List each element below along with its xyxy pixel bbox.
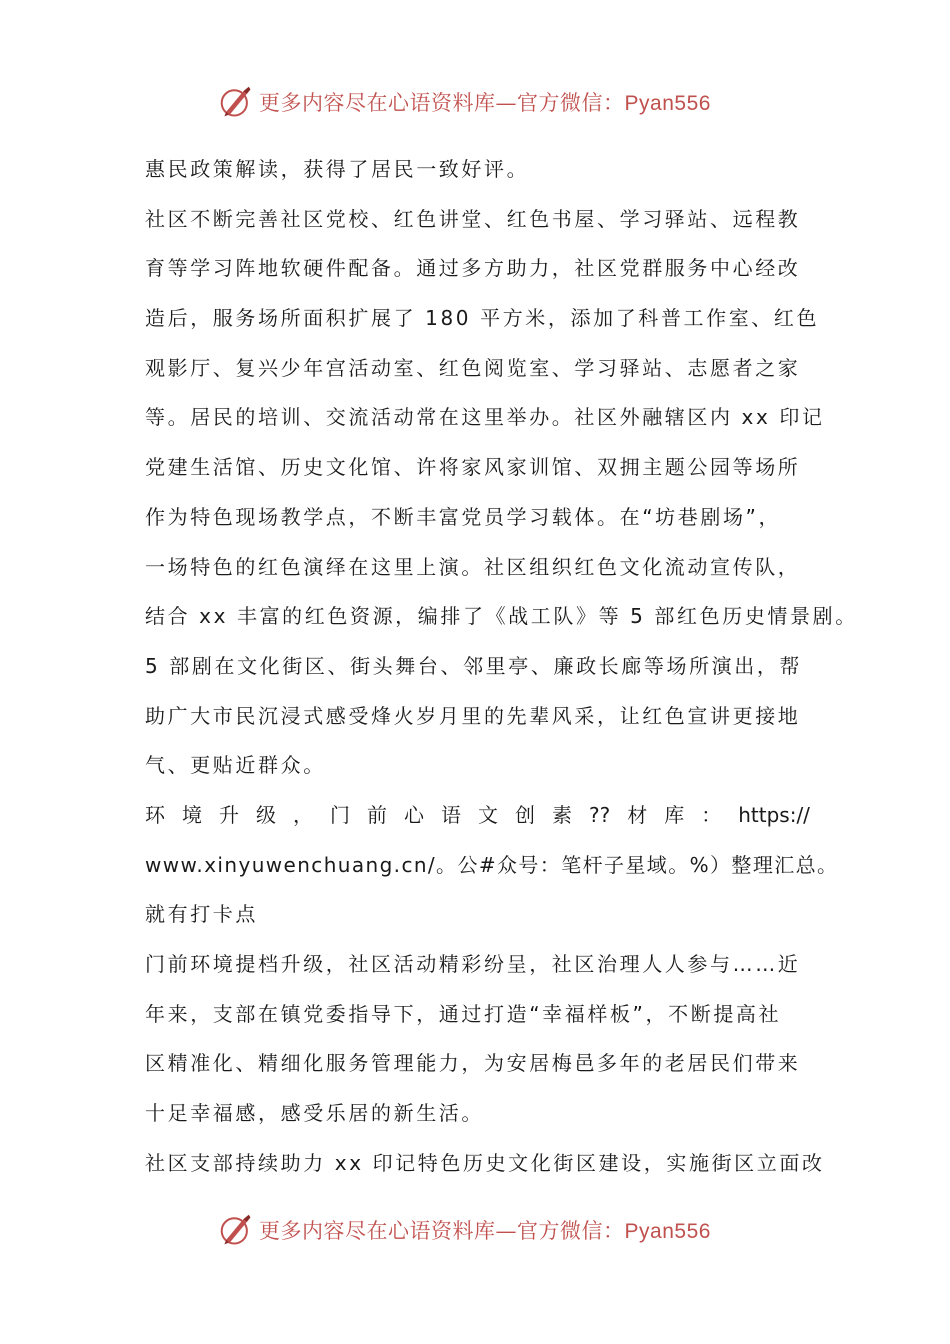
pen-logo-icon [219,84,255,120]
text-line: 党建生活馆、历史文化馆、许将家风家训馆、双拥主题公园等场所 [145,455,801,480]
text-line: 结合 xx 丰富的红色资源，编排了《战工队》等 5 部红色历史情景剧。 [145,604,858,629]
text-line: 区精准化、精细化服务管理能力，为安居梅邑多年的老居民们带来 [145,1051,801,1076]
url-text: https:// [738,802,810,827]
footer-wechat-id: Pyan556 [624,1220,711,1243]
text-line: 十足幸福感，感受乐居的新生活。 [145,1101,484,1126]
footer-banner [0,1210,950,1250]
text-line: 就有打卡点 [145,902,258,927]
text-line: 等。居民的培训、交流活动常在这里举办。社区外融辖区内 xx 印记 [145,405,825,430]
text-line: 社区支部持续助力 xx 印记特色历史文化街区建设，实施街区立面改 [145,1150,825,1175]
pen-logo-icon [219,1212,255,1248]
text-line: 5 部剧在文化街区、街头舞台、邻里亭、廉政长廊等场所演出，帮 [145,653,803,678]
text-line: 育等学习阵地软硬件配备。通过多方助力，社区党群服务中心经改 [145,256,801,281]
text-line: www.xinyuwenchuang.cn/。公#众号：笔杆子星域。%）整理汇总。 [145,852,839,877]
text-line: 助广大市民沉浸式感受烽火岁月里的先辈风采，让红色宣讲更接地 [145,703,801,728]
document-body [145,145,858,1188]
text-line: 观影厅、复兴少年宫活动室、红色阅览室、学习驿站、志愿者之家 [145,355,801,380]
text-line: 社区不断完善社区党校、红色讲堂、红色书屋、学习驿站、远程教 [145,206,801,231]
text-line: 作为特色现场教学点，不断丰富党员学习载体。在“坊巷剧场”， [145,504,782,529]
spaced-text-line: 环 境 升 级 ， 门 前 心 语 文 创 素 ?? 材 库 ： https:// [145,791,810,841]
header-banner-text: 更多内容尽在心语资料库—官方微信：Pyan556 [259,91,711,115]
text-line: 一场特色的红色演绎在这里上演。社区组织红色文化流动宣传队， [145,554,801,579]
footer-banner-text: 更多内容尽在心语资料库—官方微信：Pyan556 [259,1219,711,1243]
text-line: 门前环境提档升级，社区活动精彩纷呈，社区治理人人参与……近 [145,952,801,976]
text-line: 惠民政策解读，获得了居民一致好评。 [145,157,530,181]
text-line: 造后，服务场所面积扩展了 180 平方米，添加了科普工作室、红色 [145,306,820,331]
text-line: 气、更贴近群众。 [145,753,326,778]
header-banner [0,82,950,122]
header-wechat-id: Pyan556 [624,92,711,115]
text-line: 年来，支部在镇党委指导下，通过打造“幸福样板”，不断提高社 [145,1001,782,1026]
